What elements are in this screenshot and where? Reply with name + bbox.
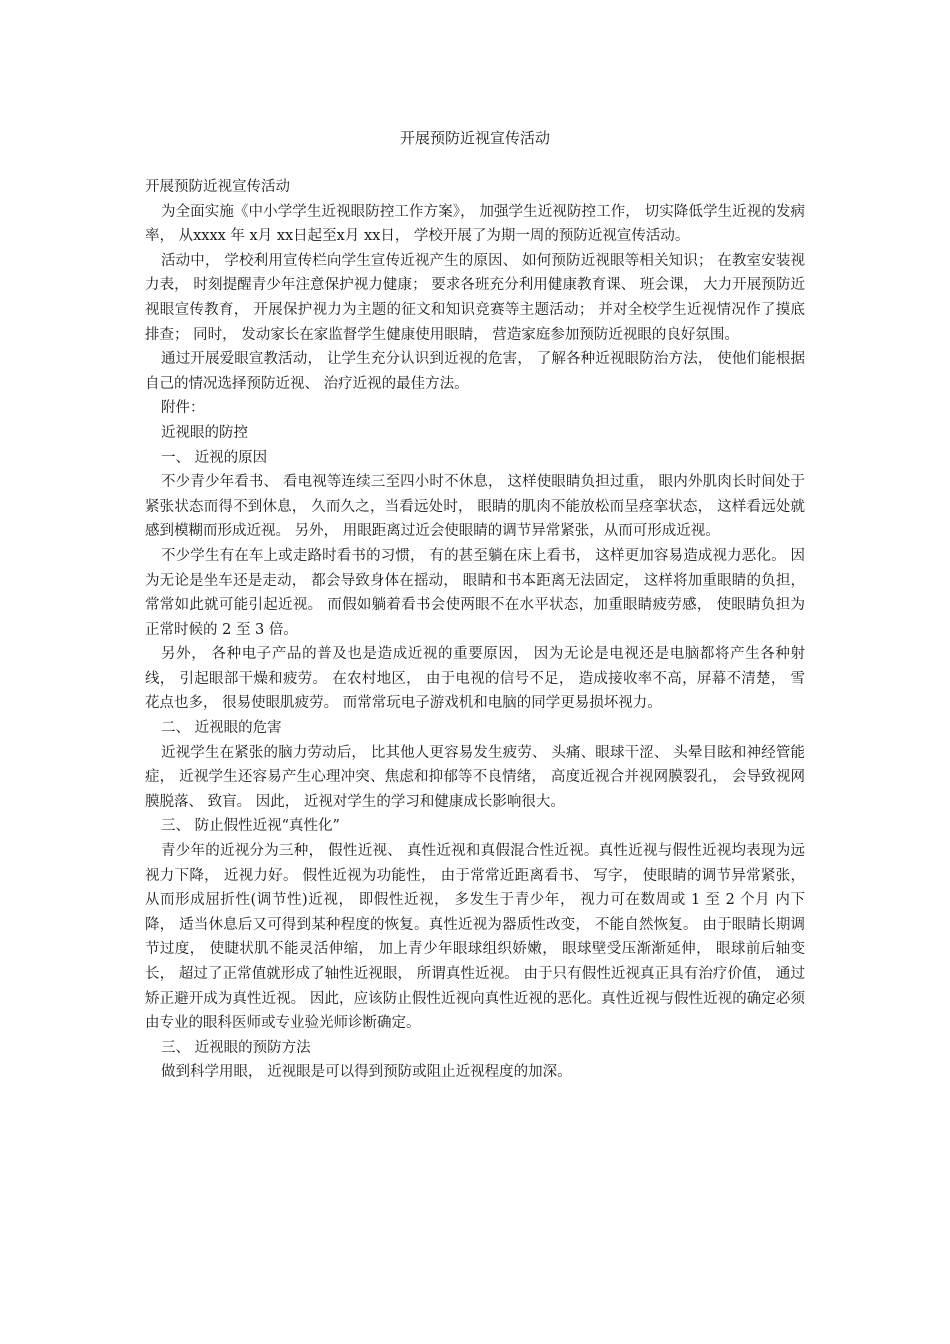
paragraph-activities: 活动中， 学校利用宣传栏向学生宣传近视产生的原因、 如何预防近视眼等相关知识； 在教室安装视力表， 时刻提醒青少年注意保护视力健康； 要求各班充分利用健康教育课、 班会课， 大力开展预防近视眼宣传教育， 开展保护视力为主题的征文和知识竞赛等主题活动； 并对全校学生近视情况作了摸底排查； 同时， 发动家长在家监督学生健康使用眼睛， 营造家庭参加预防近视眼的良好氛围。 (145, 252, 805, 343)
paragraph-causes-1: 不少青少年看书、 看电视等连续三至四小时不休息， 这样使眼睛负担过重， 眼内外肌肉长时间处于紧张状态而得不到休息， 久而久之，当看远处时， 眼睛的肌肉不能放松而呈痉挛状态， 这样看远处就感到模糊而形成近视。 另外， 用眼距离过近会使眼睛的调节异常紧张，从而可形成近视。 (145, 474, 805, 540)
paragraph-attachment-label: 附件： (161, 400, 205, 417)
section-heading-harms: 二、 近视眼的危害 (161, 720, 282, 737)
paragraph-harms: 近视学生在紧张的脑力劳动后， 比其他人更容易发生疲劳、 头痛、眼球干涩、 头晕目眩和神经管能症， 近视学生还容易产生心理冲突、焦虑和抑郁等不良情绪， 高度近视合并视网膜裂孔， 会导致视网膜脱落、 致盲。 因此， 近视对学生的学习和健康成长影响很大。 (145, 744, 805, 810)
paragraph-attachment-title: 近视眼的防控 (161, 424, 248, 441)
paragraph-causes-3: 另外， 各种电子产品的普及也是造成近视的重要原因， 因为无论是电视还是电脑都将产生各种射线， 引起眼部干燥和疲劳。 在农村地区， 由于电视的信号不足， 造成接收率不高，屏幕不清楚， 雪花点也多， 很易使眼肌疲劳。 而常常玩电子游戏机和电脑的同学更易损坏视力。 (145, 646, 805, 712)
section-heading-prevention: 三、 近视眼的预防方法 (161, 1039, 311, 1056)
paragraph-heading: 开展预防近视宣传活动 (145, 179, 290, 195)
document-body (145, 175, 805, 1085)
paragraph-intro: 为全面实施《中小学学生近视眼防控工作方案》， 加强学生近视防控工作， 切实降低学生近视的发病率， 从xxxx 年 x月 xx日起至x月 xx日， 学校开展了为期一周的预防近视宣传活动。 (145, 203, 805, 245)
paragraph-causes-2: 不少学生有在车上或走路时看书的习惯， 有的甚至躺在床上看书， 这样更加容易造成视力恶化。 因为无论是坐车还是走动， 都会导致身体在摇动， 眼睛和书本距离无法固定， 这样将加重眼睛的负担，常常如此就可能引起近视。 而假如躺着看书会使两眼不在水平状态，加重眼睛疲劳感， 使眼睛负担为正常时候的 2 至 3 倍。 (145, 547, 805, 638)
paragraph-pseudomyopia: 青少年的近视分为三种， 假性近视、 真性近视和真假混合性近视。真性近视与假性近视均表现为远视力下降， 近视力好。 假性近视为功能性， 由于常常近距离看书、 写字， 使眼睛的调节异常紧张， 从而形成屈折性(调节性)近视， 即假性近视， 多发生于青少年， 视力可在数周或 1 至 2 个月 内下降， 适当休息后又可得到某种程度的恢复。真性近视为器质性改变， 不能自然恢复。 由于眼睛长期调节过度， 使睫状肌不能灵活伸缩， 加上青少年眼球组织娇嫩， 眼球壁受压渐渐延伸， 眼球前后轴变长， 超过了正常值就形成了轴性近视眼， 所谓真性近视。 由于只有假性近视真正具有治疗价值， 通过矫正避开成为真性近视。 因此，应该防止假性近视向真性近视的恶化。真性近视与假性近视的确定必须由专业的眼科医师或专业验光师诊断确定。 (145, 843, 805, 1032)
section-heading-pseudomyopia: 三、 防止假性近视“真性化” (161, 818, 340, 835)
section-heading-causes: 一、 近视的原因 (161, 449, 268, 466)
paragraph-prevention: 做到科学用眼， 近视眼是可以得到预防或阻止近视程度的加深。 (161, 1064, 572, 1081)
paragraph-outcome: 通过开展爱眼宣教活动， 让学生充分认识到近视的危害， 了解各种近视眼防治方法， 使他们能根据自己的情况选择预防近视、 治疗近视的最佳方法。 (145, 351, 805, 392)
document-title: 开展预防近视宣传活动 (399, 129, 550, 147)
